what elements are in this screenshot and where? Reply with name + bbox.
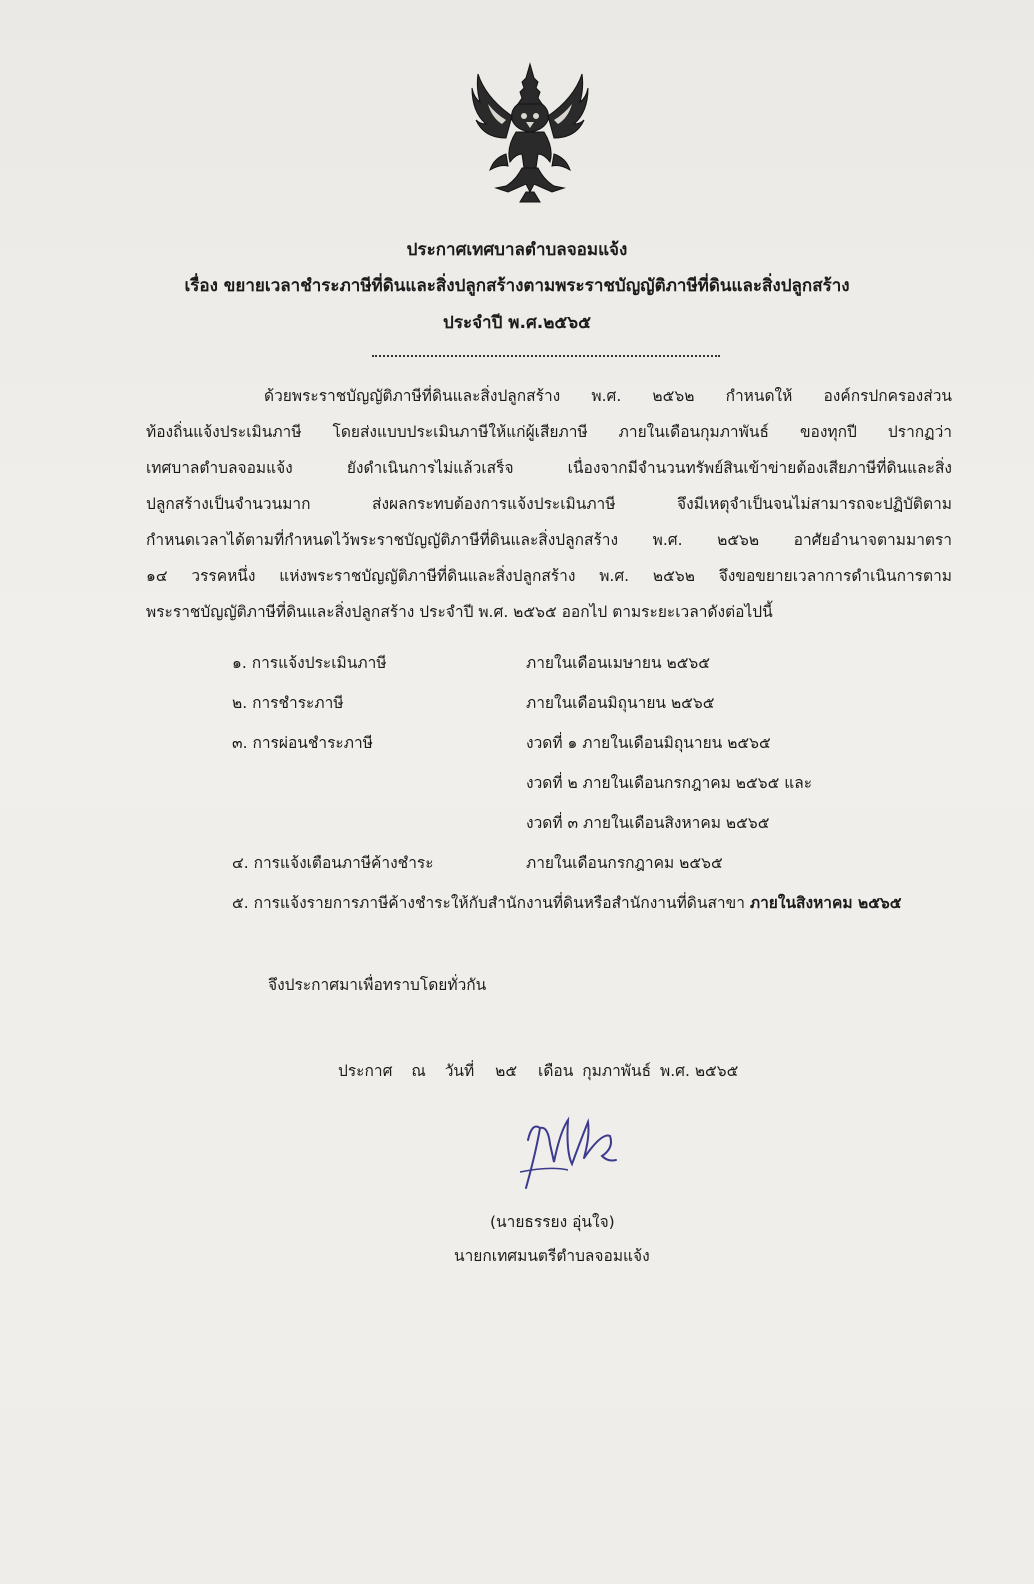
body-line: พระราชบัญญัติภาษีที่ดินและสิ่งปลูกสร้าง ประจำปี พ.ศ. ๒๕๖๕ ออกไป ตามระยะเวลาดังต่อไปนี้: [146, 603, 773, 621]
schedule-value: ภายในเดือนเมษายน ๒๕๖๕: [526, 654, 710, 672]
schedule-row: [232, 728, 962, 768]
announcement-title: ประกาศเทศบาลตำบลจอมแจ้ง: [406, 240, 628, 260]
announcement-subject: เรื่อง ขยายเวลาชำระภาษีที่ดินและสิ่งปลูกสร้างตามพระราชบัญญัติภาษีที่ดินและสิ่งปลูกสร้าง: [184, 276, 850, 296]
schedule-label: ๓. การผ่อนชำระภาษี: [232, 734, 373, 752]
schedule-row-5: [232, 888, 962, 928]
body-line: ด้วยพระราชบัญญัติภาษีที่ดินและสิ่งปลูกสร้าง พ.ศ. ๒๕๖๒ กำหนดให้ องค์กรปกครองส่วน: [264, 387, 952, 405]
body-line: เทศบาลตำบลจอมแจ้ง ยังดำเนินการไม่แล้วเสร็จ เนื่องจากมีจำนวนทรัพย์สินเข้าข่ายต้องเสียภาษีที่ดินและสิ่ง: [146, 459, 952, 477]
schedule-row: [232, 808, 962, 848]
schedule-value: ภายในเดือนมิถุนายน ๒๕๖๕: [526, 694, 715, 712]
schedule-label: ๑. การแจ้งประเมินภาษี: [232, 654, 387, 672]
garuda-emblem-icon: [466, 58, 594, 206]
schedule-row: [232, 688, 962, 728]
schedule-deadline: ภายในสิงหาคม ๒๕๖๕: [749, 894, 902, 912]
closing-statement: จึงประกาศมาเพื่อทราบโดยทั่วกัน: [268, 976, 487, 994]
schedule-list: [232, 648, 962, 928]
date-prefix: ประกาศ: [338, 1062, 393, 1080]
body-line: ท้องถิ่นแจ้งประเมินภาษี โดยส่งแบบประเมินภาษีให้แก่ผู้เสียภาษี ภายในเดือนกุมภาพันธ์ ของทุกปี ปรากฏว่า: [146, 423, 952, 441]
schedule-value: ภายในเดือนกรกฎาคม ๒๕๖๕: [526, 854, 723, 872]
schedule-value: งวดที่ ๑ ภายในเดือนมิถุนายน ๒๕๖๕: [526, 734, 771, 752]
schedule-label: ๔. การแจ้งเตือนภาษีค้างชำระ: [232, 854, 434, 872]
announcement-year: ประจำปี พ.ศ.๒๕๖๕: [443, 313, 591, 333]
signer-name: (นายธรรยง อุ่นใจ): [490, 1213, 615, 1231]
body-line: ๑๔ วรรคหนึ่ง แห่งพระราชบัญญัติภาษีที่ดินและสิ่งปลูกสร้าง พ.ศ. ๒๕๖๒ จึงขอขยายเวลาการดำเนินการตาม: [146, 567, 952, 585]
schedule-label: ๕. การแจ้งรายการภาษีค้างชำระให้กับสำนักงานที่ดินหรือสำนักงานที่ดินสาขา: [232, 894, 745, 912]
schedule-value: งวดที่ ๒ ภายในเดือนกรกฎาคม ๒๕๖๕ และ: [526, 774, 813, 792]
schedule-label: ๒. การชำระภาษี: [232, 694, 344, 712]
date-day: ๒๕: [495, 1062, 518, 1080]
date-month: กุมภาพันธ์: [582, 1062, 652, 1080]
body-line: กำหนดเวลาได้ตามที่กำหนดไว้พระราชบัญญัติภาษีที่ดินและสิ่งปลูกสร้าง พ.ศ. ๒๕๖๒ อาศัยอำนาจตามมาตรา: [146, 531, 952, 549]
body-line: ปลูกสร้างเป็นจำนวนมาก ส่งผลกระทบต้องการแจ้งประเมินภาษี จึงมีเหตุจำเป็นจนไม่สามารถจะปฏิบัติตาม: [146, 495, 952, 513]
date-line: [338, 1058, 738, 1083]
schedule-item-5: [232, 888, 902, 918]
schedule-row: [232, 848, 962, 888]
schedule-row: [232, 768, 962, 808]
schedule-value: งวดที่ ๓ ภายในเดือนสิงหาคม ๒๕๖๕: [526, 814, 770, 832]
dotted-divider: [372, 355, 720, 357]
date-day-label: วันที่: [444, 1062, 475, 1080]
signature-icon: [510, 1092, 630, 1202]
body-paragraph: [146, 378, 952, 630]
schedule-row: [232, 648, 962, 688]
date-month-label: เดือน: [538, 1062, 574, 1080]
date-at: ณ: [411, 1062, 426, 1080]
date-year: พ.ศ. ๒๕๖๕: [660, 1062, 739, 1080]
signer-position: นายกเทศมนตรีตำบลจอมแจ้ง: [454, 1247, 650, 1265]
